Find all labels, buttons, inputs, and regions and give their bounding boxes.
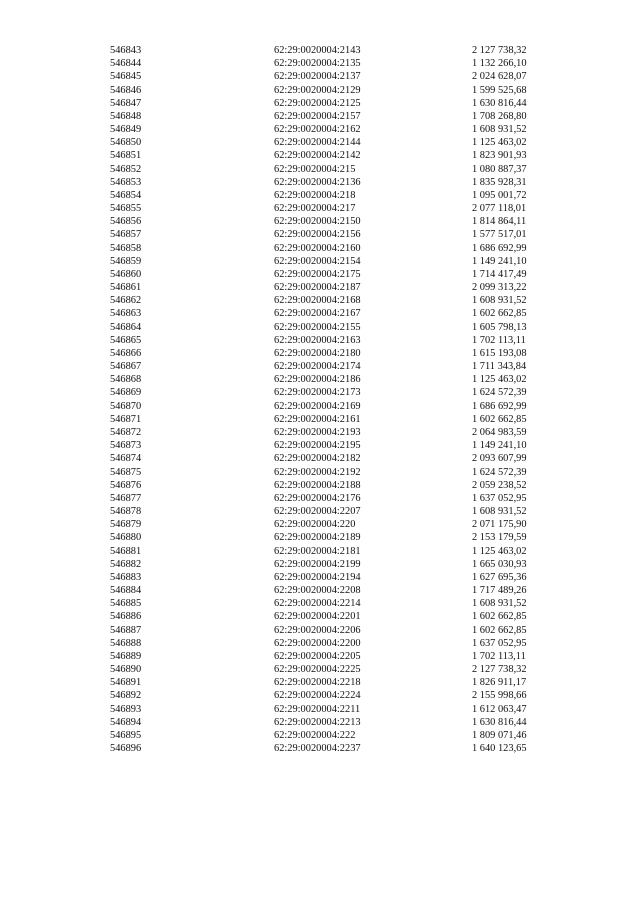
row-id-cell: 546864 [110, 321, 142, 333]
cadastral-number-cell: 62:29:0020004:2195 [274, 440, 361, 452]
table-row [110, 281, 552, 294]
cadastral-number-cell: 62:29:0020004:2193 [274, 426, 361, 438]
table-row [110, 268, 552, 281]
table-row [110, 466, 552, 479]
cadastral-value-cell: 1 608 931,52 [472, 295, 527, 307]
cadastral-value-cell: 1 702 113,11 [472, 650, 526, 662]
table-row [110, 57, 552, 70]
row-id-cell: 546891 [110, 677, 142, 689]
table-row [110, 742, 552, 755]
row-id-cell: 546863 [110, 308, 142, 320]
row-id-cell: 546847 [110, 97, 142, 109]
row-id-cell: 546872 [110, 426, 142, 438]
table-row [110, 531, 552, 544]
table-row [110, 347, 552, 360]
table-row [110, 637, 552, 650]
cadastral-value-cell: 2 153 179,59 [472, 532, 527, 544]
table-row [110, 373, 552, 386]
cadastral-value-cell: 1 702 113,11 [472, 334, 526, 346]
row-id-cell: 546886 [110, 611, 142, 623]
row-id-cell: 546870 [110, 400, 142, 412]
cadastral-number-cell: 62:29:0020004:220 [274, 519, 356, 531]
table-row [110, 663, 552, 676]
table-body [110, 44, 552, 755]
cadastral-value-cell: 2 127 738,32 [472, 664, 527, 676]
cadastral-number-cell: 62:29:0020004:2142 [274, 150, 361, 162]
row-id-cell: 546857 [110, 229, 142, 241]
row-id-cell: 546849 [110, 124, 142, 136]
table-row [110, 307, 552, 320]
table-row [110, 545, 552, 558]
table-row [110, 110, 552, 123]
cadastral-number-cell: 62:29:0020004:2168 [274, 295, 361, 307]
cadastral-number-cell: 62:29:0020004:2154 [274, 255, 361, 267]
cadastral-value-cell: 1 608 931,52 [472, 598, 527, 610]
cadastral-value-cell: 1 615 193,08 [472, 347, 527, 359]
table-row [110, 439, 552, 452]
cadastral-value-cell: 1 686 692,99 [472, 400, 527, 412]
cadastral-number-cell: 62:29:0020004:2201 [274, 611, 361, 623]
table-row [110, 321, 552, 334]
table-row [110, 426, 552, 439]
cadastral-value-cell: 1 630 816,44 [472, 716, 527, 728]
row-id-cell: 546894 [110, 716, 142, 728]
cadastral-number-cell: 62:29:0020004:2181 [274, 545, 361, 557]
cadastral-number-cell: 62:29:0020004:2176 [274, 492, 361, 504]
row-id-cell: 546858 [110, 242, 142, 254]
cadastral-number-cell: 62:29:0020004:2155 [274, 321, 361, 333]
row-id-cell: 546854 [110, 189, 142, 201]
cadastral-number-cell: 62:29:0020004:215 [274, 163, 356, 175]
table-row [110, 255, 552, 268]
row-id-cell: 546877 [110, 492, 142, 504]
row-id-cell: 546855 [110, 203, 142, 215]
cadastral-value-cell: 2 093 607,99 [472, 453, 527, 465]
cadastral-number-cell: 62:29:0020004:2189 [274, 532, 361, 544]
cadastral-value-cell: 2 024 628,07 [472, 71, 527, 83]
row-id-cell: 546890 [110, 664, 142, 676]
table-row [110, 413, 552, 426]
table-row [110, 228, 552, 241]
cadastral-number-cell: 62:29:0020004:2208 [274, 585, 361, 597]
row-id-cell: 546850 [110, 137, 142, 149]
cadastral-value-cell: 1 640 123,65 [472, 743, 527, 755]
row-id-cell: 546896 [110, 743, 142, 755]
cadastral-value-cell: 1 149 241,10 [472, 255, 527, 267]
cadastral-value-cell: 1 637 052,95 [472, 492, 527, 504]
cadastral-value-table [110, 44, 552, 755]
cadastral-value-cell: 1 602 662,85 [472, 308, 527, 320]
cadastral-number-cell: 62:29:0020004:218 [274, 189, 356, 201]
cadastral-number-cell: 62:29:0020004:2214 [274, 598, 361, 610]
cadastral-number-cell: 62:29:0020004:2137 [274, 71, 361, 83]
row-id-cell: 546876 [110, 479, 142, 491]
row-id-cell: 546852 [110, 163, 142, 175]
table-row [110, 163, 552, 176]
cadastral-value-cell: 2 064 983,59 [472, 426, 527, 438]
table-row [110, 400, 552, 413]
cadastral-value-cell: 1 665 030,93 [472, 558, 527, 570]
cadastral-number-cell: 62:29:0020004:2224 [274, 690, 361, 702]
row-id-cell: 546873 [110, 440, 142, 452]
table-row [110, 571, 552, 584]
cadastral-number-cell: 62:29:0020004:2237 [274, 743, 361, 755]
table-row [110, 518, 552, 531]
cadastral-number-cell: 62:29:0020004:222 [274, 729, 356, 741]
cadastral-value-cell: 1 080 887,37 [472, 163, 527, 175]
cadastral-number-cell: 62:29:0020004:2207 [274, 506, 361, 518]
cadastral-value-cell: 1 125 463,02 [472, 137, 527, 149]
row-id-cell: 546879 [110, 519, 142, 531]
cadastral-value-cell: 1 095 001,72 [472, 189, 527, 201]
cadastral-number-cell: 62:29:0020004:2186 [274, 374, 361, 386]
row-id-cell: 546893 [110, 703, 142, 715]
row-id-cell: 546885 [110, 598, 142, 610]
cadastral-value-cell: 2 059 238,52 [472, 479, 527, 491]
cadastral-value-cell: 1 125 463,02 [472, 374, 527, 386]
cadastral-value-cell: 1 602 662,85 [472, 611, 527, 623]
cadastral-value-cell: 2 155 998,66 [472, 690, 527, 702]
cadastral-number-cell: 62:29:0020004:2136 [274, 176, 361, 188]
cadastral-number-cell: 62:29:0020004:2187 [274, 282, 361, 294]
cadastral-value-cell: 1 608 931,52 [472, 124, 527, 136]
table-row [110, 505, 552, 518]
cadastral-number-cell: 62:29:0020004:2205 [274, 650, 361, 662]
table-row [110, 650, 552, 663]
row-id-cell: 546875 [110, 466, 142, 478]
cadastral-value-cell: 1 612 063,47 [472, 703, 527, 715]
cadastral-value-cell: 1 599 525,68 [472, 84, 527, 96]
cadastral-value-cell: 1 814 864,11 [472, 216, 527, 228]
cadastral-value-cell: 1 608 931,52 [472, 506, 527, 518]
table-row [110, 84, 552, 97]
table-row [110, 689, 552, 702]
table-row [110, 479, 552, 492]
row-id-cell: 546895 [110, 729, 142, 741]
cadastral-number-cell: 62:29:0020004:2200 [274, 637, 361, 649]
cadastral-value-cell: 1 624 572,39 [472, 466, 527, 478]
row-id-cell: 546881 [110, 545, 142, 557]
table-row [110, 215, 552, 228]
table-row [110, 729, 552, 742]
cadastral-value-cell: 2 127 738,32 [472, 45, 527, 56]
cadastral-value-cell: 1 602 662,85 [472, 624, 527, 636]
cadastral-number-cell: 62:29:0020004:2180 [274, 347, 361, 359]
cadastral-value-cell: 1 711 343,84 [472, 361, 527, 373]
cadastral-number-cell: 62:29:0020004:2225 [274, 664, 361, 676]
cadastral-number-cell: 62:29:0020004:2169 [274, 400, 361, 412]
cadastral-value-cell: 1 630 816,44 [472, 97, 527, 109]
cadastral-value-cell: 1 577 517,01 [472, 229, 527, 241]
table-row [110, 584, 552, 597]
cadastral-number-cell: 62:29:0020004:2173 [274, 387, 361, 399]
row-id-cell: 546878 [110, 506, 142, 518]
row-id-cell: 546861 [110, 282, 142, 294]
cadastral-value-cell: 1 823 901,93 [472, 150, 527, 162]
table-row [110, 136, 552, 149]
table-row [110, 149, 552, 162]
row-id-cell: 546882 [110, 558, 142, 570]
cadastral-number-cell: 62:29:0020004:2161 [274, 413, 361, 425]
cadastral-value-cell: 1 627 695,36 [472, 571, 527, 583]
row-id-cell: 546888 [110, 637, 142, 649]
cadastral-value-cell: 1 717 489,26 [472, 585, 527, 597]
cadastral-number-cell: 62:29:0020004:2213 [274, 716, 361, 728]
cadastral-value-cell: 1 809 071,46 [472, 729, 527, 741]
cadastral-value-cell: 2 077 118,01 [472, 203, 527, 215]
cadastral-value-cell: 1 708 268,80 [472, 110, 527, 122]
row-id-cell: 546892 [110, 690, 142, 702]
cadastral-number-cell: 62:29:0020004:2182 [274, 453, 361, 465]
cadastral-value-cell: 1 624 572,39 [472, 387, 527, 399]
row-id-cell: 546874 [110, 453, 142, 465]
row-id-cell: 546843 [110, 45, 142, 56]
row-id-cell: 546866 [110, 347, 142, 359]
row-id-cell: 546868 [110, 374, 142, 386]
cadastral-number-cell: 62:29:0020004:2174 [274, 361, 361, 373]
table-row [110, 492, 552, 505]
row-id-cell: 546844 [110, 58, 142, 70]
row-id-cell: 546883 [110, 571, 142, 583]
cadastral-number-cell: 62:29:0020004:2135 [274, 58, 361, 70]
row-id-cell: 546889 [110, 650, 142, 662]
cadastral-value-cell: 1 132 266,10 [472, 58, 527, 70]
cadastral-value-cell: 2 099 313,22 [472, 282, 527, 294]
row-id-cell: 546856 [110, 216, 142, 228]
cadastral-number-cell: 62:29:0020004:2125 [274, 97, 361, 109]
cadastral-number-cell: 62:29:0020004:2175 [274, 268, 361, 280]
row-id-cell: 546865 [110, 334, 142, 346]
table-row [110, 97, 552, 110]
row-id-cell: 546884 [110, 585, 142, 597]
cadastral-number-cell: 62:29:0020004:2163 [274, 334, 361, 346]
row-id-cell: 546871 [110, 413, 142, 425]
row-id-cell: 546845 [110, 71, 142, 83]
table-row [110, 202, 552, 215]
cadastral-value-cell: 1 686 692,99 [472, 242, 527, 254]
cadastral-value-cell: 1 125 463,02 [472, 545, 527, 557]
row-id-cell: 546869 [110, 387, 142, 399]
cadastral-number-cell: 62:29:0020004:2156 [274, 229, 361, 241]
table-row [110, 44, 552, 57]
table-row [110, 597, 552, 610]
table-row [110, 610, 552, 623]
cadastral-value-cell: 1 602 662,85 [472, 413, 527, 425]
row-id-cell: 546880 [110, 532, 142, 544]
table-row [110, 242, 552, 255]
row-id-cell: 546887 [110, 624, 142, 636]
cadastral-number-cell: 62:29:0020004:217 [274, 203, 356, 215]
table-row [110, 703, 552, 716]
cadastral-number-cell: 62:29:0020004:2188 [274, 479, 361, 491]
table-row [110, 360, 552, 373]
cadastral-number-cell: 62:29:0020004:2194 [274, 571, 361, 583]
cadastral-value-cell: 1 149 241,10 [472, 440, 527, 452]
cadastral-value-cell: 1 637 052,95 [472, 637, 527, 649]
cadastral-value-cell: 1 714 417,49 [472, 268, 527, 280]
table-row [110, 386, 552, 399]
row-id-cell: 546859 [110, 255, 142, 267]
table-row [110, 558, 552, 571]
cadastral-value-cell: 1 605 798,13 [472, 321, 527, 333]
cadastral-number-cell: 62:29:0020004:2157 [274, 110, 361, 122]
table-row [110, 294, 552, 307]
row-id-cell: 546848 [110, 110, 142, 122]
table-row [110, 189, 552, 202]
cadastral-number-cell: 62:29:0020004:2218 [274, 677, 361, 689]
table-row [110, 123, 552, 136]
cadastral-number-cell: 62:29:0020004:2150 [274, 216, 361, 228]
cadastral-number-cell: 62:29:0020004:2129 [274, 84, 361, 96]
cadastral-number-cell: 62:29:0020004:2192 [274, 466, 361, 478]
cadastral-number-cell: 62:29:0020004:2206 [274, 624, 361, 636]
cadastral-number-cell: 62:29:0020004:2167 [274, 308, 361, 320]
row-id-cell: 546853 [110, 176, 142, 188]
table-row [110, 676, 552, 689]
row-id-cell: 546851 [110, 150, 142, 162]
cadastral-number-cell: 62:29:0020004:2162 [274, 124, 361, 136]
table-row [110, 716, 552, 729]
row-id-cell: 546862 [110, 295, 142, 307]
table-row [110, 70, 552, 83]
row-id-cell: 546860 [110, 268, 142, 280]
cadastral-number-cell: 62:29:0020004:2160 [274, 242, 361, 254]
cadastral-number-cell: 62:29:0020004:2199 [274, 558, 361, 570]
table-row [110, 452, 552, 465]
cadastral-value-cell: 1 826 911,17 [472, 677, 527, 689]
row-id-cell: 546846 [110, 84, 142, 96]
row-id-cell: 546867 [110, 361, 142, 373]
table-row [110, 176, 552, 189]
cadastral-number-cell: 62:29:0020004:2144 [274, 137, 361, 149]
table-row [110, 334, 552, 347]
table-row [110, 624, 552, 637]
cadastral-number-cell: 62:29:0020004:2211 [274, 703, 361, 715]
cadastral-value-cell: 2 071 175,90 [472, 519, 527, 531]
cadastral-number-cell: 62:29:0020004:2143 [274, 45, 361, 56]
cadastral-value-cell: 1 835 928,31 [472, 176, 527, 188]
